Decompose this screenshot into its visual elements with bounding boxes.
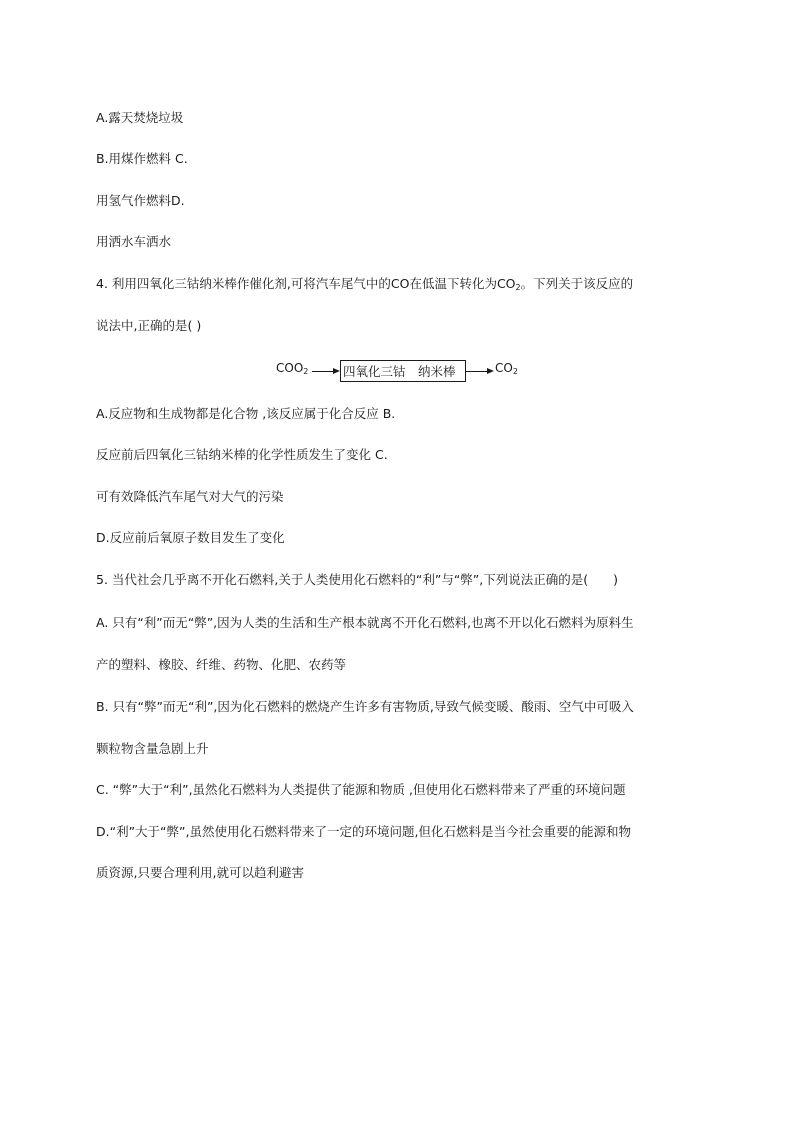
catalyst-box — [340, 360, 466, 382]
option-c-q3: 用氢气作燃料D. — [96, 193, 185, 208]
product-formula — [495, 361, 518, 379]
question-5-stem: 5. 当代社会几乎离不开化石燃料,关于人类使用化石燃料的“利”与“弊”,下列说法正确的是( ) — [96, 572, 619, 587]
question-4-stem — [96, 276, 633, 296]
arrow-out-line — [466, 371, 488, 372]
option-d-q4: D.反应前后氧原子数目发生了变化 — [96, 530, 285, 545]
option-a-q5-cont: 产的塑料、橡胶、纤维、药物、化肥、农药等 — [96, 657, 347, 672]
option-a-q3: A.露天焚烧垃圾 — [96, 110, 184, 125]
question-4-subscript: 2 — [515, 283, 521, 292]
reaction-diagram — [274, 356, 534, 388]
option-c-q4: 可有效降低汽车尾气对大气的污染 — [96, 489, 284, 504]
arrow-out-head — [487, 368, 494, 374]
option-b-q3: B.用煤作燃料 C. — [96, 151, 188, 166]
option-b-q5-cont: 颗粒物含量急剧上升 — [96, 741, 209, 756]
product-text: CO — [495, 361, 513, 375]
arrow-in-head — [333, 368, 340, 374]
arrow-in-line — [312, 371, 334, 372]
catalyst-label: 四氧化三钴 纳米棒 — [343, 364, 456, 379]
reactant-formula — [276, 361, 308, 379]
question-4-text: 4. 利用四氧化三钴纳米棒作催化剂,可将汽车尾气中的CO在低温下转化为CO — [96, 276, 516, 291]
product-subscript: 2 — [512, 367, 518, 376]
reactant-subscript: 2 — [303, 367, 309, 376]
option-d-q5-cont: 质资源,只要合理利用,就可以趋利避害 — [96, 865, 304, 880]
option-a-q5: A. 只有“利”而无“弊”,因为人类的生活和生产根本就离不开化石燃料,也离不开以化石燃料为原料生 — [96, 615, 634, 630]
option-d-q3: 用洒水车洒水 — [96, 234, 172, 249]
option-a-q4: A.反应物和生成物都是化合物 ,该反应属于化合反应 B. — [96, 406, 396, 421]
option-d-q5: D.“利”大于“弊”,虽然使用化石燃料带来了一定的环境问题,但化石燃料是当今社会重要的能源和物 — [96, 824, 631, 839]
option-b-q5: B. 只有“弊”而无“利”,因为化石燃料的燃烧产生许多有害物质,导致气候变暖、酸雨、空气中可吸入 — [96, 699, 634, 714]
question-4-stem-cont: 说法中,正确的是( ) — [96, 318, 202, 333]
question-4-text-tail: 。下列关于该反应的 — [520, 276, 634, 291]
option-b-q4: 反应前后四氧化三钴纳米棒的化学性质发生了变化 C. — [96, 447, 388, 462]
option-c-q5: C. “弊”大于“利”,虽然化石燃料为人类提供了能源和物质 ,但使用化石燃料带来了严重的环境问题 — [96, 782, 626, 797]
reactant-text: COO — [276, 361, 304, 375]
